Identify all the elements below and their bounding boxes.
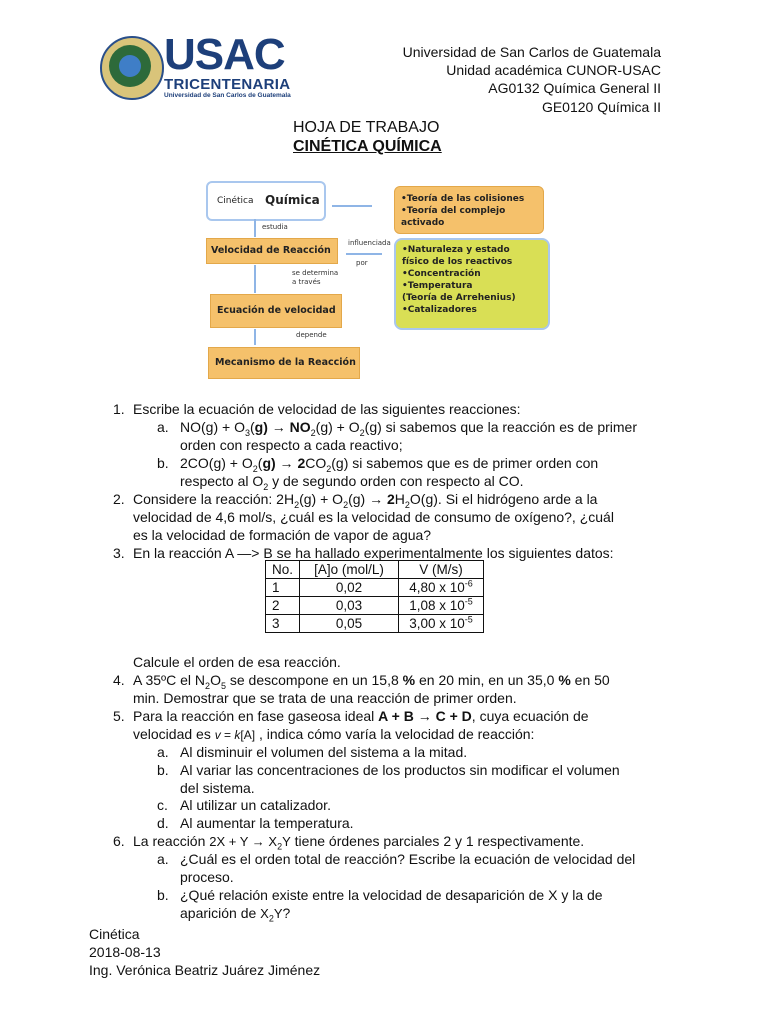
q5b-line2: del sistema. xyxy=(180,780,255,796)
footer-topic: Cinética xyxy=(89,926,140,942)
q1a-letter: a. xyxy=(157,419,169,435)
header-course-2: GE0120 Química II xyxy=(541,99,661,115)
q3-number: 3. xyxy=(113,545,125,561)
q5-line1: Para la reacción en fase gaseosa ideal A + B → C + D, cuya ecuación de xyxy=(133,708,589,724)
map-mecanismo-box xyxy=(208,347,360,379)
q6-number: 6. xyxy=(113,833,125,849)
q1a-line1: $NO(g) + O_3(g) \to NO_2(g) + O_2(g)$ si sabemos que la reacción es de primer xyxy=(180,419,637,438)
q1b-line1: $2CO(g) + O_2(g) \to 2CO_2(g)$ si sabemos que es de primer orden con xyxy=(180,455,599,474)
concept-map xyxy=(206,181,552,381)
map-mecanismo: Mecanismo de la Reacción xyxy=(215,357,356,368)
q2-number: 2. xyxy=(113,491,125,507)
q1b-line2: respecto al $O_2$ y de segundo orden con respecto al CO. xyxy=(180,473,524,492)
table-cell-exp: -5 xyxy=(464,596,473,607)
table-cell-exp: -5 xyxy=(464,614,473,625)
q5a-letter: a. xyxy=(157,744,169,760)
q1b-line3b: y de segundo orden con respecto al CO. xyxy=(268,473,524,489)
header-unit: Unidad académica CUNOR-USAC xyxy=(446,62,661,78)
q4-line2: min. Demostrar que se trata de una reacción de primer orden. xyxy=(133,690,517,706)
map-factor: •Catalizadores xyxy=(402,305,477,315)
q6a-line2: proceso. xyxy=(180,869,234,885)
footer-date: 2018-08-13 xyxy=(89,944,161,960)
table-cell xyxy=(399,615,484,633)
table-cell: 3 xyxy=(266,615,300,633)
page-title: HOJA DE TRABAJO xyxy=(293,119,440,136)
q6a-line1: ¿Cuál es el orden total de reacción? Escribe la ecuación de velocidad del xyxy=(180,851,636,867)
map-factor: físico de los reactivos xyxy=(402,257,513,267)
q1b-letter: b. xyxy=(157,455,169,471)
q3-text: En la reacción A —> B se ha hallado experimentalmente los siguientes datos: xyxy=(133,545,614,561)
map-arrow xyxy=(332,205,372,207)
map-arrow xyxy=(254,329,256,345)
q1-text: Escribe la ecuación de velocidad de las siguientes reacciones: xyxy=(133,401,521,417)
q5d-text: Al aumentar la temperatura. xyxy=(180,815,354,831)
map-root-a: Cinética xyxy=(217,196,254,206)
data-table xyxy=(265,560,484,633)
table-cell-v: 1,08 x 10 xyxy=(409,598,465,613)
logo-brand: USAC xyxy=(164,30,285,79)
q5a-text: Al disminuir el volumen del sistema a la mitad. xyxy=(180,744,468,760)
q2-line3: es la velocidad de formación de vapor de agua? xyxy=(133,527,432,543)
map-factor: •Concentración xyxy=(402,269,481,279)
map-label-por: por xyxy=(356,259,368,267)
map-arrow xyxy=(254,265,256,293)
table-cell-exp: -6 xyxy=(464,578,473,589)
map-theories-box xyxy=(394,186,544,234)
table-cell-v: 4,80 x 10 xyxy=(409,580,465,595)
table-cell-v: 3,00 x 10 xyxy=(409,616,465,631)
map-root-box xyxy=(206,181,326,221)
map-label-depende: depende xyxy=(296,331,327,339)
q1a-line2: orden con respecto a cada reactivo; xyxy=(180,437,403,453)
map-factor: •Temperatura xyxy=(402,281,473,291)
table-cell: 0,03 xyxy=(300,597,399,615)
table-cell: 2 xyxy=(266,597,300,615)
q2-line1: Considere la reacción: $2H_2(g) + O_2(g) \to 2H_2O(g)$. Si el hidrógeno arde a la xyxy=(133,491,598,510)
map-label-se-determina: se determina xyxy=(292,269,339,277)
q5b-line1: Al variar las concentraciones de los productos sin modificar el volumen xyxy=(180,762,620,778)
map-label-influenciada: influenciada xyxy=(348,239,391,247)
q6b-line2: aparición de $X_2Y$? xyxy=(180,905,291,924)
map-label-estudia: estudia xyxy=(262,223,288,231)
table-row xyxy=(266,579,484,597)
table-row xyxy=(266,615,484,633)
table-row xyxy=(266,597,484,615)
table-header: [A]o (mol/L) xyxy=(300,561,399,579)
map-velocidad: Velocidad de Reacción xyxy=(211,245,331,256)
q5-number: 5. xyxy=(113,708,125,724)
q6-line1: La reacción $2X + Y \to X_2Y$ tiene órdenes parciales 2 y 1 respectivamente. xyxy=(133,833,585,852)
header-university: Universidad de San Carlos de Guatemala xyxy=(402,44,661,60)
q5-line2: velocidad es v = k[A] , indica cómo varía la velocidad de reacción: xyxy=(133,726,535,742)
map-theory-1: •Teoría de las colisiones xyxy=(401,194,525,204)
map-theory-2: •Teoría del complejo xyxy=(401,206,506,216)
q5c-letter: c. xyxy=(157,797,168,813)
university-seal-icon xyxy=(100,36,164,100)
map-ecuacion-box xyxy=(210,294,342,328)
map-label-a-traves: a través xyxy=(292,278,321,286)
q1-number: 1. xyxy=(113,401,125,417)
map-ecuacion: Ecuación de velocidad xyxy=(217,305,336,316)
map-factor: •Naturaleza y estado xyxy=(402,245,510,255)
q4-line1: A 35ºC el $N_2O_5$ se descompone en un 15,8 % en 20 min, en un 35,0 % en 50 xyxy=(133,672,610,691)
footer-author: Ing. Verónica Beatriz Juárez Jiménez xyxy=(89,962,321,978)
header-course-1: AG0132 Química General II xyxy=(488,80,661,96)
table-cell: 0,02 xyxy=(300,579,399,597)
table-header: No. xyxy=(266,561,300,579)
map-velocidad-box xyxy=(206,238,338,264)
page-subtitle: CINÉTICA QUÍMICA xyxy=(293,138,442,155)
q2-line2: velocidad de 4,6 mol/s, ¿cuál es la velocidad de consumo de oxígeno?, ¿cuál xyxy=(133,509,614,525)
q1b-line3: respecto al O xyxy=(180,473,264,489)
q4-number: 4. xyxy=(113,672,125,688)
table-cell xyxy=(399,579,484,597)
map-arrow xyxy=(254,219,256,237)
q6b-letter: b. xyxy=(157,887,169,903)
map-theory-3: activado xyxy=(401,218,445,228)
table-cell: 0,05 xyxy=(300,615,399,633)
table-cell xyxy=(399,597,484,615)
q5b-letter: b. xyxy=(157,762,169,778)
map-root-b: Química xyxy=(265,193,320,207)
q3-after: Calcule el orden de esa reacción. xyxy=(133,654,341,670)
logo-tagline: TRICENTENARIA xyxy=(164,76,291,93)
logo-subtitle: Universidad de San Carlos de Guatemala xyxy=(164,92,291,99)
map-factor: (Teoría de Arrehenius) xyxy=(402,293,516,303)
map-arrow xyxy=(346,253,382,255)
table-header-row xyxy=(266,561,484,579)
q5d-letter: d. xyxy=(157,815,169,831)
table-cell: 1 xyxy=(266,579,300,597)
map-factors-box xyxy=(394,238,550,330)
q6b-line1: ¿Qué relación existe entre la velocidad de desaparición de X y la de xyxy=(180,887,603,903)
q6b-line2-text: aparición de xyxy=(180,905,261,921)
q6a-letter: a. xyxy=(157,851,169,867)
usac-logo xyxy=(100,30,300,106)
q5c-text: Al utilizar un catalizador. xyxy=(180,797,331,813)
table-header: V (M/s) xyxy=(399,561,484,579)
